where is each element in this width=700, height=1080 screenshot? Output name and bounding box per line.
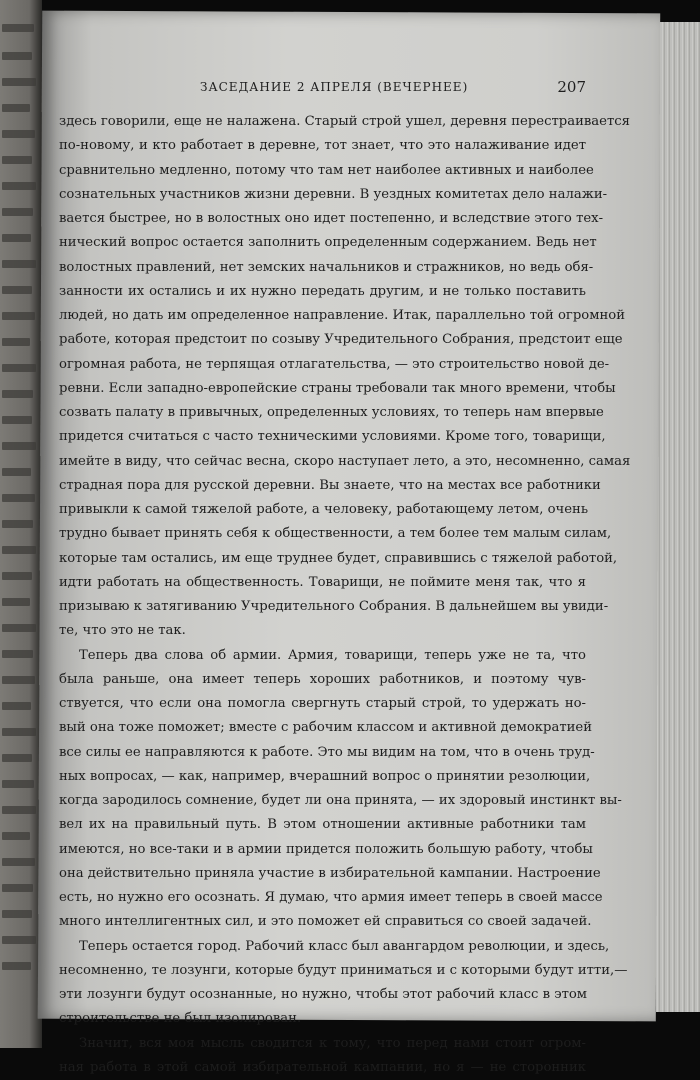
text-line: была раньше, она имеет теперь хороших работников, и поэтому чув- <box>59 671 586 687</box>
running-head: ЗАСЕДАНИЕ 2 АПРЕЛЯ (ВЕЧЕРНЕЕ) <box>200 80 469 94</box>
text-line: страдная пора для русской деревни. Вы знаете, что на местах все работники <box>59 477 601 493</box>
text-line: занности их остались и их нужно передать другим, и не только поставить <box>59 283 586 299</box>
text-line: есть, но нужно его осознать. Я думаю, что армия имеет теперь в своей массе <box>59 890 603 905</box>
facing-page-edge <box>0 0 42 1048</box>
page-number: 207 <box>557 78 586 96</box>
text-line: все силы ее направляются к работе. Это мы видим на том, что в очень труд- <box>59 744 595 760</box>
text-line: огромная работа, не терпящая отлагательства, — это строительство новой де- <box>59 356 610 372</box>
text-line: ных вопросах, — как, например, вчерашний вопрос о принятии резолюции, <box>59 768 591 784</box>
text-line: по-новому, и кто работает в деревне, тот знает, что это налаживание идет <box>59 138 586 154</box>
text-line: привыкли к самой тяжелой работе, а человеку, работающему летом, очень <box>59 502 589 517</box>
text-line: идти работать на общественность. Товарищи, не поймите меня так, что я <box>59 574 586 590</box>
paragraph-end-line: те, что это не так. <box>59 623 186 639</box>
text-line: волостных правлений, нет земских начальников и стражников, но ведь обя- <box>59 259 594 275</box>
paragraph-end-line: много интеллигентных сил, и это поможет ей справиться со своей задачей. <box>59 914 592 930</box>
text-line: сознательных участников жизни деревни. В уездных комитетах дело налажи- <box>59 186 608 202</box>
text-line: людей, но дать им определенное направление. Итак, параллельно той огромной <box>59 308 625 323</box>
stacked-page-edges <box>656 22 700 1012</box>
text-line: вый она тоже поможет; вместе с рабочим классом и активной демократией <box>59 720 593 736</box>
paragraph-start-line: Значит, вся моя мысль сводится к тому, что перед нами стоит огром- <box>79 1035 586 1051</box>
text-line: нический вопрос остается заполнить определенным содержанием. Ведь нет <box>59 235 597 251</box>
text-line: она действительно приняла участие в избирательной кампании. Настроение <box>59 865 601 881</box>
text-line: эти лозунги будут осознанные, но нужно, чтобы этот рабочий класс в этом <box>59 987 588 1002</box>
text-line: вается быстрее, но в волостных оно идет постепенно, и вследствие этого тех- <box>59 211 604 226</box>
text-line: вел их на правильный путь. В этом отношении активные работники там <box>59 817 586 833</box>
text-line: ствуется, что если она помогла свергнуть старый строй, то удержать но- <box>59 696 586 711</box>
paragraph-start-line: Теперь два слова об армии. Армия, товарищи, теперь уже не та, что <box>79 647 586 663</box>
text-line: ревни. Если западно-европейские страны требовали так много времени, чтобы <box>59 380 616 396</box>
text-line: когда зародилось сомнение, будет ли она принята, — их здоровый инстинкт вы- <box>59 793 622 808</box>
text-line: имеются, но все-таки и в армии придется положить большую работу, чтобы <box>59 841 593 857</box>
text-line: сравнительно медленно, потому что там нет наиболее активных и наиболее <box>59 162 594 178</box>
text-line: несомненно, те лозунги, которые будут приниматься и с которыми будут итти,— <box>59 962 628 978</box>
paragraph-start-line: Теперь остается город. Рабочий класс был авангардом революции, и здесь, <box>79 938 610 954</box>
text-line: ная работа в этой самой избирательной кампании, но я — не сторонник <box>59 1059 586 1075</box>
text-line: призываю к затягиванию Учредительного Собрания. В дальнейшем вы увиди- <box>59 599 609 614</box>
text-line: трудно бывает принять себя к общественности, а тем более тем малым силам, <box>59 526 612 542</box>
text-line: которые там остались, им еще труднее будет, справившись с тяжелой работой, <box>59 550 618 566</box>
paragraph-end-line: строительстве не был изолирован. <box>59 1011 302 1027</box>
text-line: имейте в виду, что сейчас весна, скоро наступает лето, а это, несомненно, самая <box>59 453 631 469</box>
text-line: созвать палату в привычных, определенных условиях, то теперь нам впервые <box>59 405 604 420</box>
text-line: придется считаться с часто техническими условиями. Кроме того, товарищи, <box>59 429 606 445</box>
text-line: здесь говорили, еще не налажена. Старый строй ушел, деревня перестраивается <box>59 114 630 129</box>
body-text <box>59 110 631 1080</box>
text-line: работе, которая предстоит по созыву Учредительного Собрания, предстоит еще <box>59 332 623 348</box>
page-header <box>200 78 600 100</box>
